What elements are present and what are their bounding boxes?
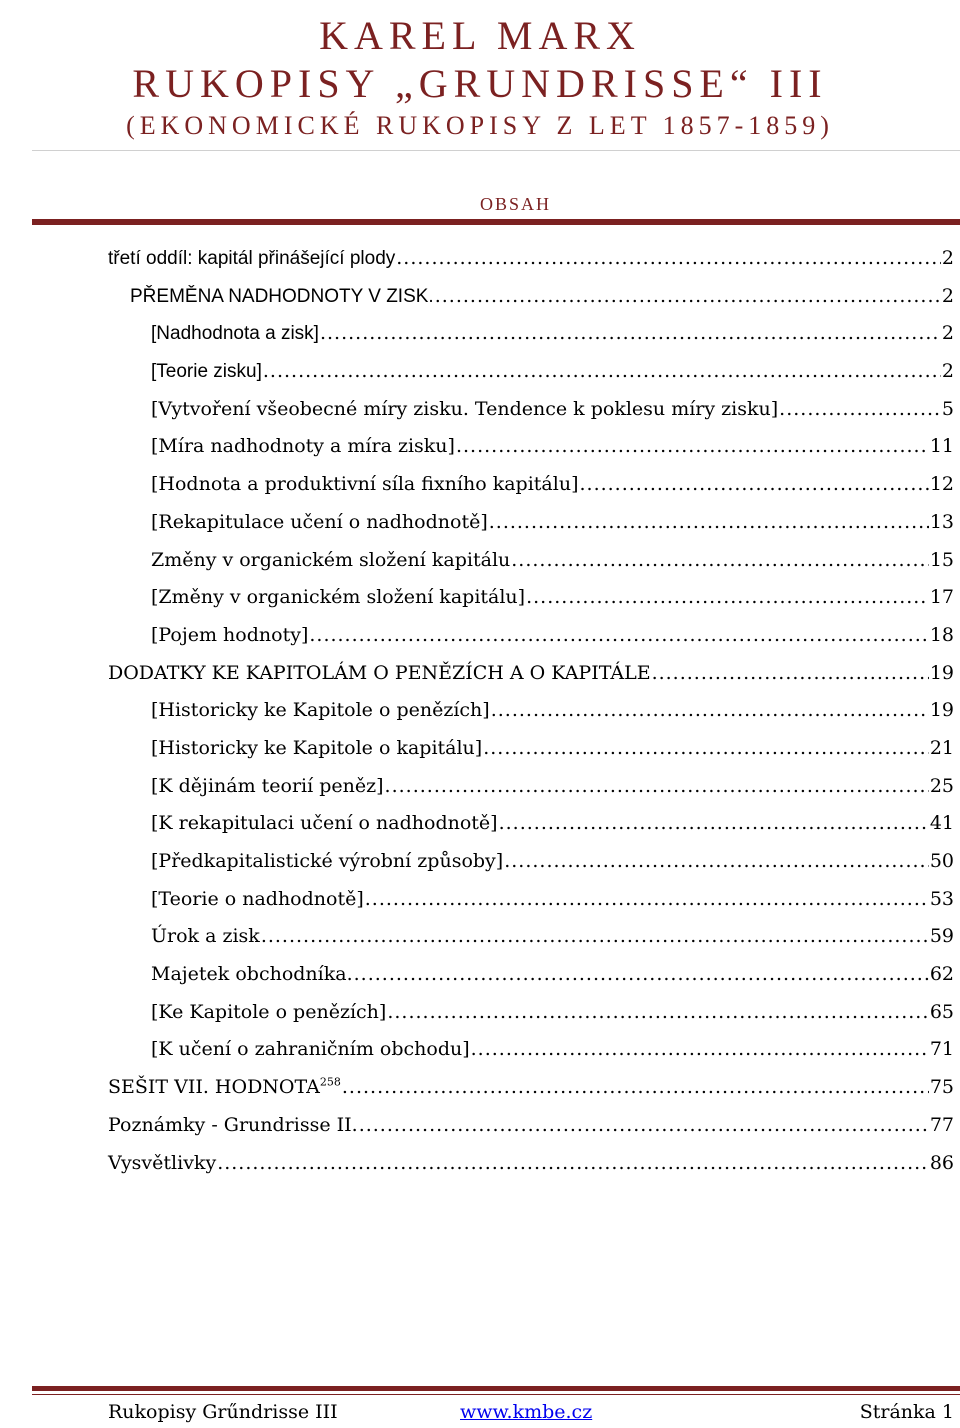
toc-entry-title: [Teorie zisku]	[151, 361, 262, 383]
toc-leader	[365, 881, 929, 919]
toc-entry[interactable]	[108, 428, 954, 466]
toc-page-number: 25	[929, 774, 954, 797]
toc-entry-title: Poznámky - Grundrisse II.	[108, 1113, 358, 1136]
toc-page-number: 12	[929, 473, 954, 496]
toc-leader	[779, 391, 941, 429]
toc-page-number: 75	[929, 1076, 954, 1099]
toc-page-number: 77	[929, 1113, 954, 1136]
toc-page-number: 41	[929, 812, 954, 835]
toc-entry[interactable]	[108, 579, 954, 617]
toc-entry-title: [Hodnota a produktivní síla fixního kapitálu]	[151, 473, 579, 496]
toc-leader	[359, 1107, 929, 1145]
toc-page-number: 62	[929, 963, 954, 986]
toc-entry[interactable]	[108, 1031, 954, 1069]
toc-leader	[396, 240, 941, 278]
toc-page-number: 71	[929, 1038, 954, 1061]
toc-leader	[579, 466, 928, 504]
toc-leader	[387, 994, 928, 1032]
toc-page-number: 5	[941, 397, 954, 420]
toc-leader	[511, 542, 929, 580]
toc-page-number: 19	[929, 661, 954, 684]
footer-document-name: Rukopisy Grűndrisse III	[108, 1401, 338, 1423]
toc-page-number: 17	[929, 586, 954, 609]
toc-page-number: 21	[929, 736, 954, 759]
divider-top	[32, 150, 960, 151]
toc-entry-title: [Vytvoření všeobecné míry zisku. Tendence k poklesu míry zisku]	[151, 397, 779, 420]
toc-entry[interactable]	[108, 994, 954, 1032]
toc-leader	[263, 353, 941, 391]
toc-entry[interactable]	[108, 805, 954, 843]
toc-page-number: 2	[941, 284, 954, 307]
toc-page-number: 50	[929, 850, 954, 872]
toc-entry-title: DODATKY KE KAPITOLÁM O PENĚZÍCH A O KAPITÁLE	[108, 661, 651, 684]
table-of-contents	[108, 240, 954, 1182]
footnote-marker: 258	[319, 1075, 341, 1089]
toc-page-number: 19	[929, 699, 954, 722]
toc-entry[interactable]	[108, 918, 954, 956]
toc-leader	[489, 504, 929, 542]
toc-page-number: 65	[929, 1000, 954, 1023]
toc-entry[interactable]	[108, 391, 954, 429]
toc-entry[interactable]	[108, 730, 954, 768]
toc-entry-title: Úrok a zisk	[151, 925, 260, 948]
toc-page-number: 11	[929, 435, 954, 458]
toc-entry-title: [K učení o zahraničním obchodu]	[151, 1038, 470, 1061]
toc-entry-title: [K rekapitulaci učení o nadhodnotě]	[151, 812, 498, 835]
toc-page-number: 2	[941, 247, 954, 269]
toc-leader	[385, 768, 929, 806]
page-footer	[108, 1398, 954, 1426]
toc-entry[interactable]	[108, 1107, 954, 1145]
toc-page-number: 18	[929, 623, 954, 646]
toc-page-number: 15	[929, 548, 954, 571]
toc-entry[interactable]	[108, 278, 954, 316]
toc-leader	[342, 1069, 929, 1107]
toc-leader	[652, 655, 929, 693]
toc-leader	[217, 1145, 929, 1183]
title-author: KAREL MARX	[319, 13, 641, 58]
toc-leader	[471, 1031, 929, 1069]
toc-entry[interactable]	[108, 617, 954, 655]
toc-leader	[309, 617, 928, 655]
toc-leader	[491, 692, 929, 730]
toc-leader	[435, 278, 941, 316]
toc-entry-title: [Historicky ke Kapitole o kapitálu]	[151, 736, 483, 759]
toc-entry[interactable]	[108, 768, 954, 806]
toc-entry-title: [Rekapitulace učení o nadhodnotě]	[151, 510, 488, 533]
footer-divider-thick	[32, 1386, 960, 1391]
toc-leader	[526, 579, 929, 617]
toc-entry[interactable]	[108, 315, 954, 353]
toc-entry-title: [Změny v organickém složení kapitálu]	[151, 586, 526, 609]
toc-page-number: 59	[929, 925, 954, 948]
document-title	[0, 12, 960, 144]
toc-entry[interactable]	[108, 843, 954, 881]
toc-entry[interactable]	[108, 240, 954, 278]
title-work: RUKOPISY „GRUNDRISSE“ III	[132, 61, 828, 106]
section-label: OBSAH	[480, 194, 552, 214]
divider-section	[32, 219, 960, 225]
toc-entry-title: [Předkapitalistické výrobní způsoby]	[151, 850, 504, 872]
toc-page-number: 2	[941, 322, 954, 345]
toc-entry-title	[108, 1069, 341, 1107]
toc-leader	[499, 805, 929, 843]
toc-entry[interactable]	[108, 466, 954, 504]
toc-entry-title-text: SEŠIT VII. HODNOTA	[108, 1076, 320, 1099]
toc-entry[interactable]	[108, 1069, 954, 1107]
toc-leader	[456, 428, 929, 466]
toc-entry-title: [Teorie o nadhodnotě]	[151, 887, 364, 910]
footer-website-link[interactable]: www.kmbe.cz	[460, 1401, 593, 1423]
toc-entry-title: Vysvětlivky	[108, 1151, 217, 1174]
toc-leader	[261, 918, 929, 956]
toc-entry-title: [Pojem hodnoty]	[151, 623, 309, 646]
toc-page-number: 53	[929, 887, 954, 910]
toc-page-number: 86	[929, 1151, 954, 1174]
toc-entry-title: [Míra nadhodnoty a míra zisku]	[151, 435, 455, 458]
footer-divider-thin	[32, 1394, 960, 1395]
toc-page-number: 13	[929, 510, 954, 533]
toc-entry[interactable]	[108, 655, 954, 693]
toc-leader	[354, 956, 929, 994]
toc-entry[interactable]	[108, 881, 954, 919]
toc-leader	[483, 730, 929, 768]
toc-entry-title: PŘEMĚNA NADHODNOTY V ZISK.	[130, 285, 434, 307]
toc-entry-title: [Nadhodnota a zisk]	[151, 323, 319, 345]
toc-entry[interactable]	[108, 692, 954, 730]
toc-entry[interactable]	[108, 1145, 954, 1183]
title-subtitle: (EKONOMICKÉ RUKOPISY Z LET 1857-1859)	[126, 111, 834, 140]
toc-leader	[320, 315, 941, 353]
toc-page-number: 2	[941, 360, 954, 383]
toc-entry[interactable]	[108, 956, 954, 994]
toc-entry[interactable]	[108, 504, 954, 542]
toc-leader	[504, 843, 929, 881]
toc-entry-title: třetí oddíl: kapitál přinášející plody	[108, 248, 396, 269]
toc-entry-title: [Ke Kapitole o penězích]	[151, 1000, 387, 1023]
toc-entry-title: [Historicky ke Kapitole o penězích]	[151, 699, 490, 722]
footer-page-number: Stránka 1	[859, 1401, 954, 1423]
toc-entry[interactable]	[108, 353, 954, 391]
toc-entry-title: [K dějinám teorií peněz]	[151, 774, 384, 797]
toc-entry[interactable]	[108, 542, 954, 580]
toc-entry-title: Změny v organickém složení kapitálu	[151, 548, 511, 571]
toc-entry-title: Majetek obchodníka.	[151, 963, 353, 986]
